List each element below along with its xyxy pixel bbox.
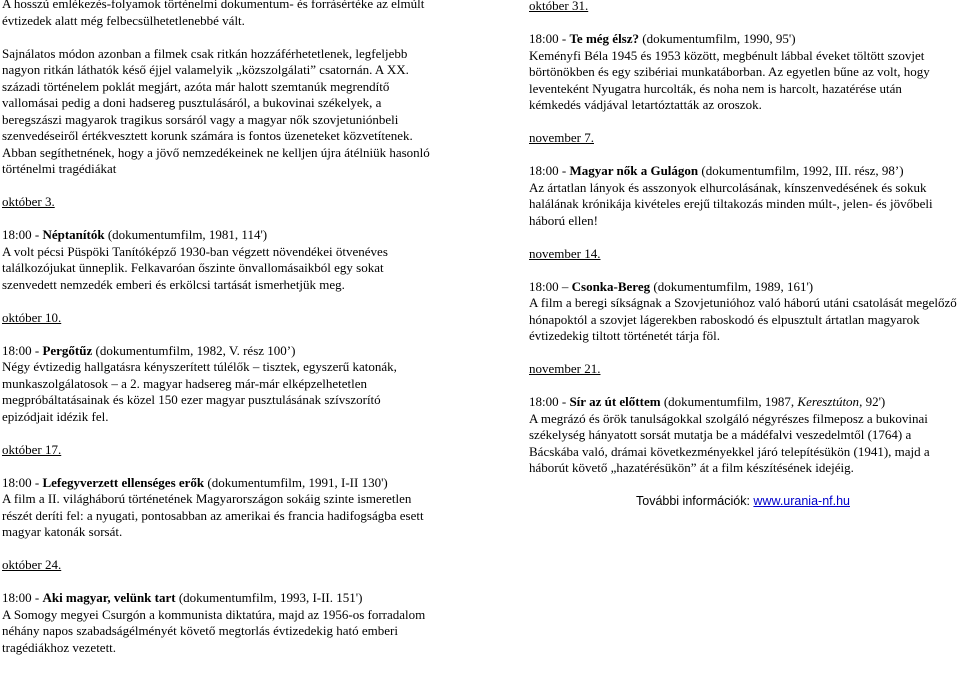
screening-item — [529, 130, 957, 229]
screening-date[interactable]: október 10. — [2, 309, 62, 325]
film-title: Csonka-Bereg — [571, 278, 651, 294]
film-description: Az ártatlan lányok és asszonyok elhurcolásának, kínszenvedésének és sokuk halálának krónikája kivételes erejű tiltakozás minden múlt-, jelen- és jövőbeli háború ellen! — [529, 179, 933, 228]
film-title: Magyar nők a Gulágon — [569, 163, 699, 178]
film-description: A film a beregi síkságnak a Szovjetunióhoz való háború utáni csatolását megelőző hónapoktól a szovjet lágerekben raboskodó és elpusztult ártatlan magyarok évtizedekig tiltott történetét tárja föl. — [529, 295, 957, 343]
screening-item — [529, 0, 957, 114]
film-meta: , 92') — [859, 394, 886, 409]
screening-date[interactable]: október 17. — [2, 441, 62, 457]
film-meta: (dokumentumfilm, 1991, I-II 130') — [204, 474, 388, 490]
screening-item — [2, 194, 430, 293]
screening-heading: 18:00 - Aki magyar, velünk tart (dokumentumfilm, 1993, I-II. 151') — [2, 590, 363, 605]
screening-item — [529, 361, 957, 477]
more-info-label: További információk: — [636, 494, 754, 508]
film-meta: (dokumentumfilm, 1987, — [660, 394, 798, 409]
screening-item — [2, 442, 430, 541]
screening-date[interactable]: október 24. — [2, 557, 62, 572]
film-description: A volt pécsi Püspöki Tanítóképző 1930-ban végzett növendékei ötvenéves találkozójukat ünneplik. Felkavaróan őszinte önvallomásaikból egy sokat szenvedett nemzedék emberi és erkölcsi tartását ismerhetjük meg. — [2, 243, 388, 292]
screening-heading: 18:00 - Pergőtűz (dokumentumfilm, 1982, V. rész 100’) — [2, 342, 296, 358]
screening-date[interactable]: október 31. — [529, 0, 589, 13]
film-description: Négy évtizedig hallgatásra kényszerített túlélők – tisztek, egyszerű katonák, munkaszolgálatosok – a 2. magyar hadsereg már-már elképzelhetetlen megpróbáltatásainak és közel 150 ezer magyar pusztulásának szívszorító epizódjait idézik fel. — [2, 359, 397, 424]
film-meta-italic: Keresztúton — [797, 394, 860, 409]
film-title: Néptanítók — [42, 227, 105, 242]
screening-heading: 18:00 – Csonka-Bereg (dokumentumfilm, 1989, 161') — [529, 278, 814, 294]
screening-item — [2, 310, 430, 426]
film-meta: (dokumentumfilm, 1990, 95') — [639, 31, 796, 46]
intro-paragraph: Sajnálatos módon azonban a filmek csak ritkán hozzáférhetetlenek, legfeljebb nagyon ritkán láthatók késő éjjel valamelyik „közszolgálati” csatornán. A XX. századi történelem poklát megjárt, azóta már halott szemtanúk megrendítő vallomásai pedig a doni hadsereg pusztulásáról, a bukovinai székelyek, a beregszászi magyarok tragikus sorsáról vagy a magyar nők szovjetuniónbeli szenvedéseiről értékvesztett korunk számára is fontos üzeneteket közvetítenek. Abban segíthetnének, hogy a jövő nemzedékeinek ne kelljen újra átélniük hasonló történelmi tragédiákat — [2, 45, 430, 176]
screening-item — [529, 246, 957, 345]
film-description: A megrázó és örök tanulságokkal szolgáló négyrészes filmeposz a bukovinai székelység hányatott sorsát mutatja be a mádéfalvi veszedelmtől (1764) a Bácskába való, drámai következményekkel járó telepítésükön (1941), majd a háborút követő „hazatérésükön” át a film készítésének idejéig. — [529, 410, 930, 475]
film-title: Lefegyverzett ellenséges erők — [42, 474, 205, 490]
film-description: A film a II. világháború történetének Magyarországon sokáig szinte ismeretlen részét deríti fel: a nyugati, pontosabban az amerikai és francia hadifogságba esett magyar katonák sorsát. — [2, 491, 424, 539]
screening-heading: 18:00 - Lefegyverzett ellenséges erők (dokumentumfilm, 1991, I-II 130') — [2, 474, 388, 490]
film-title: Sír az út előttem — [569, 394, 661, 409]
screening-heading: 18:00 - Te még élsz? (dokumentumfilm, 1990, 95') — [529, 31, 796, 46]
film-meta: (dokumentumfilm, 1993, I-II. 151') — [175, 590, 363, 605]
film-meta: (dokumentumfilm, 1992, III. rész, 98’) — [698, 163, 904, 178]
film-description: A Somogy megyei Csurgón a kommunista diktatúra, majd az 1956-os forradalom néhány napos szabadságélményét követő megtorlás évtizedekig ható emberi tragédiákhoz vezetett. — [2, 606, 426, 655]
screening-heading: 18:00 - Néptanítók (dokumentumfilm, 1981, 114') — [2, 227, 268, 242]
film-title: Pergőtűz — [42, 342, 93, 358]
screening-date[interactable]: november 7. — [529, 130, 594, 145]
screening-date[interactable]: november 14. — [529, 245, 601, 261]
screening-date[interactable]: november 21. — [529, 361, 601, 376]
more-info — [529, 493, 957, 510]
film-meta: (dokumentumfilm, 1989, 161') — [650, 278, 814, 294]
screening-heading: 18:00 - Magyar nők a Gulágon (dokumentumfilm, 1992, III. rész, 98’) — [529, 163, 904, 178]
screening-item — [2, 557, 430, 656]
film-title: Te még élsz? — [569, 31, 640, 46]
right-column — [529, 0, 957, 526]
film-meta: (dokumentumfilm, 1981, 114') — [104, 227, 268, 242]
screening-date[interactable]: október 3. — [2, 194, 55, 209]
film-meta: (dokumentumfilm, 1982, V. rész 100’) — [92, 342, 296, 358]
film-description: Keményfi Béla 1945 és 1953 között, megbénult lábbal éveket töltött szovjet börtönökben és egy szibériai munkatáborban. Az egyetlen bűne az volt, hogy leventeként Nyugatra hurcolták, és noha nem is harcolt, hazatérése után kémkedés vádjával letartóztatták az oroszok. — [529, 47, 930, 112]
screening-heading: 18:00 - Sír az út előttem (dokumentumfilm, 1987, Keresztúton, 92') — [529, 394, 886, 409]
website-link[interactable]: www.urania-nf.hu — [753, 494, 850, 508]
film-title: Aki magyar, velünk tart — [42, 590, 176, 605]
intro-paragraph: A hosszú emlékezés-folyamok történelmi dokumentum- és forrásértéke az elmúlt évtizedek alatt még felbecsülhetetlenebbé vált. — [2, 0, 425, 28]
left-column — [2, 0, 430, 673]
